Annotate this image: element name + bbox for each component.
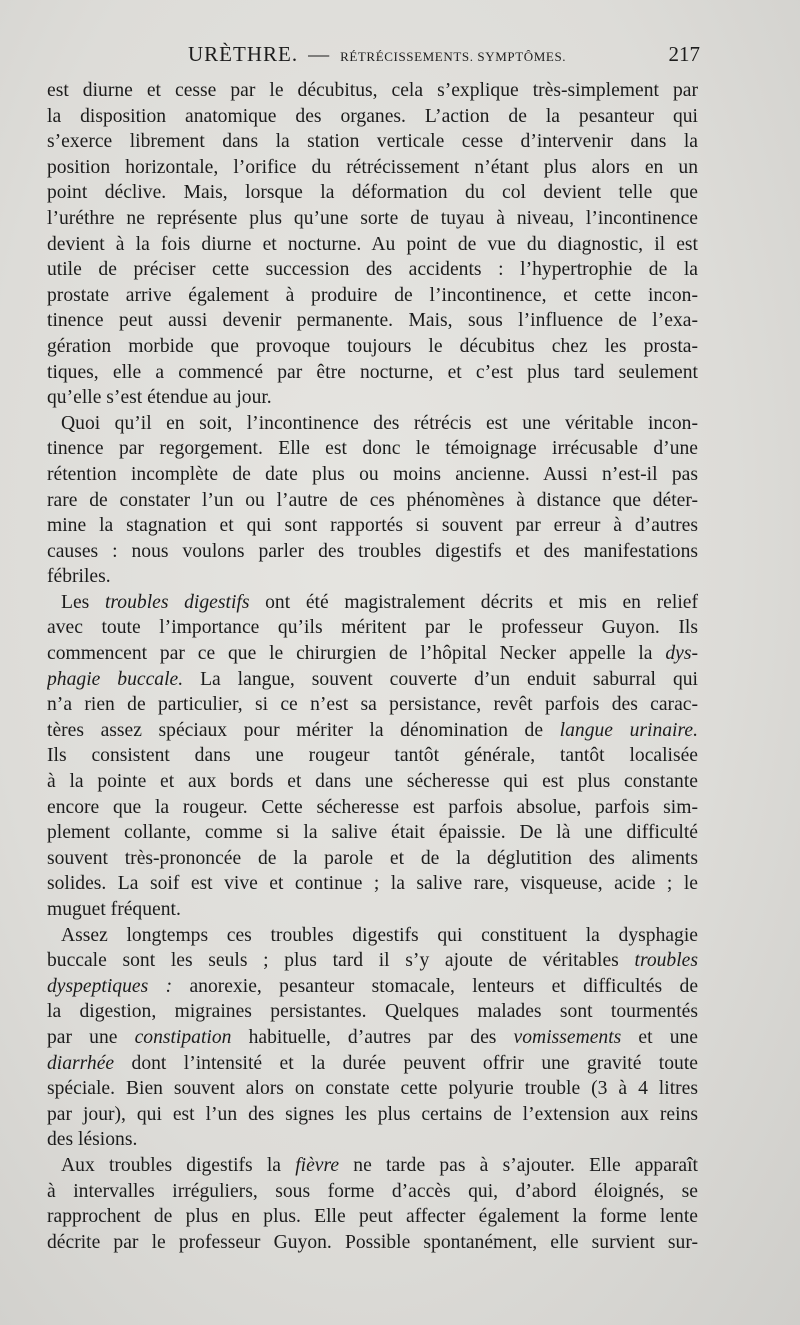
text-line — [47, 846, 698, 872]
italic-term: dys- — [665, 643, 698, 665]
line-text: anorexie, pesanteur stomacale, lenteurs et difficultés de — [172, 975, 698, 997]
line-text: ont été magistralement décrits et mis en relief — [249, 591, 698, 613]
line-text: utile de préciser cette succession des accidents : l’hypertrophie de la — [47, 259, 698, 281]
text-line — [47, 385, 698, 411]
line-text: à la pointe et aux bords et dans une sécheresse qui est plus constante — [47, 771, 698, 793]
text-line — [47, 974, 698, 1000]
text-line — [47, 1179, 698, 1205]
header-title: URÈTHRE. — [188, 42, 299, 66]
text-line — [47, 1127, 698, 1153]
italic-term: phagie buccale. — [47, 668, 184, 690]
line-text: mine la stagnation et qui sont rapportés si souvent par erreur à d’autres — [47, 515, 698, 537]
text-line — [47, 692, 698, 718]
line-text: prostate arrive également à produire de l’incontinence, et cette incon- — [47, 284, 698, 306]
text-line — [47, 1204, 698, 1230]
text-line — [47, 590, 698, 616]
line-text: à intervalles irréguliers, sous forme d’accès qui, d’abord éloignés, se — [47, 1180, 698, 1202]
line-text: Assez longtemps ces troubles digestifs qui constituent la dysphagie — [61, 924, 698, 946]
page-number: 217 — [668, 42, 700, 66]
text-line — [47, 999, 698, 1025]
line-text: n’a rien de particulier, si ce n’est sa persistance, revêt parfois des carac- — [47, 694, 698, 716]
text-line — [47, 180, 698, 206]
italic-term: diarrhée — [47, 1052, 115, 1074]
line-text: spéciale. Bien souvent alors on constate cette polyurie trouble (3 à 4 litres — [47, 1078, 698, 1100]
line-text: rétention incomplète de date plus ou moins ancienne. Aussi n’est-il pas — [47, 463, 698, 485]
text-line — [47, 615, 698, 641]
line-text: tinence peut aussi devenir permanente. Mais, sous l’influence de l’exa- — [47, 310, 698, 332]
text-line — [47, 360, 698, 386]
line-text: plement collante, comme si la salive était épaissie. De là une difficulté — [47, 822, 698, 844]
line-text: commencent par ce que le chirurgien de l’hôpital Necker appelle la — [47, 643, 666, 665]
text-line — [47, 78, 698, 104]
line-text: solides. La soif est vive et continue ; la salive rare, visqueuse, acide ; le — [47, 873, 698, 895]
line-text: tiques, elle a commencé par être nocturne, et c’est plus tard seulement — [47, 361, 698, 383]
text-line — [47, 513, 698, 539]
text-line — [47, 564, 698, 590]
header-dash: — — [308, 42, 331, 66]
text-line — [47, 948, 698, 974]
line-text: gération morbide que provoque toujours le décubitus chez les prosta- — [47, 335, 698, 357]
line-text: par jour), qui est l’un des signes les plus certains de l’extension aux reins — [47, 1103, 698, 1125]
italic-term: langue urinaire. — [559, 719, 698, 741]
italic-term: vomissements — [513, 1026, 622, 1048]
header-subtitle: RÉTRÉCISSEMENTS. SYMPTÔMES. — [340, 49, 567, 64]
line-text: muguet fréquent. — [47, 899, 181, 920]
line-text: qu’elle s’est étendue au jour. — [47, 387, 272, 409]
text-line — [47, 283, 698, 309]
line-text: Aux troubles digestifs la — [61, 1154, 296, 1176]
text-line — [47, 488, 698, 514]
italic-term: dyspeptiques : — [47, 975, 173, 997]
line-text: fébriles. — [47, 566, 111, 588]
body-text — [47, 78, 698, 1255]
text-line — [47, 923, 698, 949]
text-line — [47, 1025, 698, 1051]
text-line — [47, 667, 698, 693]
line-text: dont l’intensité et la durée peuvent offrir une gravité toute — [114, 1052, 698, 1074]
line-text: causes : nous voulons parler des troubles digestifs et des manifestations — [47, 540, 698, 562]
text-line — [47, 1076, 698, 1102]
text-line — [47, 308, 698, 334]
line-text: position horizontale, l’orifice du rétrécissement n’étant plus alors en un — [47, 156, 698, 178]
line-text: des lésions. — [47, 1129, 138, 1151]
italic-term: troubles digestifs — [104, 591, 250, 613]
text-line — [47, 411, 698, 437]
line-text: la digestion, migraines persistantes. Quelques malades sont tourmentés — [47, 1001, 698, 1023]
line-text: décrite par le professeur Guyon. Possible spontanément, elle survient sur- — [47, 1231, 698, 1253]
text-line — [47, 232, 698, 258]
text-line — [47, 820, 698, 846]
line-text: souvent très-prononcée de la parole et de la déglutition des aliments — [47, 847, 698, 869]
running-title — [188, 42, 566, 67]
line-text: habituelle, d’autres par des — [231, 1026, 514, 1048]
line-text: rare de constater l’un ou l’autre de ces phénomènes à distance que déter- — [47, 489, 698, 511]
italic-term: troubles — [634, 950, 698, 972]
line-text: l’uréthre ne représente plus qu’une sorte de tuyau à niveau, l’incontinence — [47, 207, 698, 229]
text-line — [47, 257, 698, 283]
line-text: La langue, souvent couverte d’un enduit saburral qui — [183, 668, 698, 690]
line-text: buccale sont les seuls ; plus tard il s’y ajoute de véritables — [47, 950, 635, 972]
line-text: Ils consistent dans une rougeur tantôt générale, tantôt localisée — [47, 745, 698, 767]
line-text: rapprochent de plus en plus. Elle peut affecter également la forme lente — [47, 1206, 698, 1228]
line-text: devient à la fois diurne et nocturne. Au point de vue du diagnostic, il est — [47, 233, 698, 255]
text-line — [47, 1230, 698, 1256]
text-line — [47, 897, 698, 923]
line-text: tinence par regorgement. Elle est donc le témoignage irrécusable d’une — [47, 438, 698, 460]
text-line — [47, 129, 698, 155]
text-line — [47, 641, 698, 667]
line-text: avec toute l’importance qu’ils méritent par le professeur Guyon. Ils — [47, 617, 698, 639]
line-text: encore que la rougeur. Cette sécheresse est parfois absolue, parfois sim- — [47, 796, 698, 818]
running-header — [48, 42, 700, 72]
text-line — [47, 334, 698, 360]
text-line — [47, 206, 698, 232]
line-text: Les — [61, 591, 105, 613]
line-text: Quoi qu’il en soit, l’incontinence des rétrécis est une véritable incon- — [61, 412, 698, 434]
line-text: ne tarde pas à s’ajouter. Elle apparaît — [339, 1154, 698, 1176]
text-line — [47, 871, 698, 897]
line-text: point déclive. Mais, lorsque la déformation du col devient telle que — [47, 182, 698, 204]
text-line — [47, 769, 698, 795]
line-text: et une — [621, 1026, 698, 1048]
text-line — [47, 436, 698, 462]
text-line — [47, 1051, 698, 1077]
text-line — [47, 1153, 698, 1179]
italic-term: constipation — [134, 1026, 232, 1048]
text-line — [47, 795, 698, 821]
line-text: tères assez spéciaux pour mériter la dénomination de — [47, 719, 560, 741]
text-line — [47, 462, 698, 488]
text-line — [47, 539, 698, 565]
text-line — [47, 155, 698, 181]
line-text: la disposition anatomique des organes. L’action de la pesanteur qui — [47, 105, 698, 127]
text-line — [47, 743, 698, 769]
text-line — [47, 104, 698, 130]
text-line — [47, 718, 698, 744]
line-text: s’exerce librement dans la station verticale cesse d’intervenir dans la — [47, 131, 698, 153]
italic-term: fièvre — [295, 1154, 340, 1176]
text-line — [47, 1102, 698, 1128]
line-text: par une — [47, 1026, 135, 1048]
line-text: est diurne et cesse par le décubitus, cela s’explique très-simplement par — [47, 80, 698, 101]
